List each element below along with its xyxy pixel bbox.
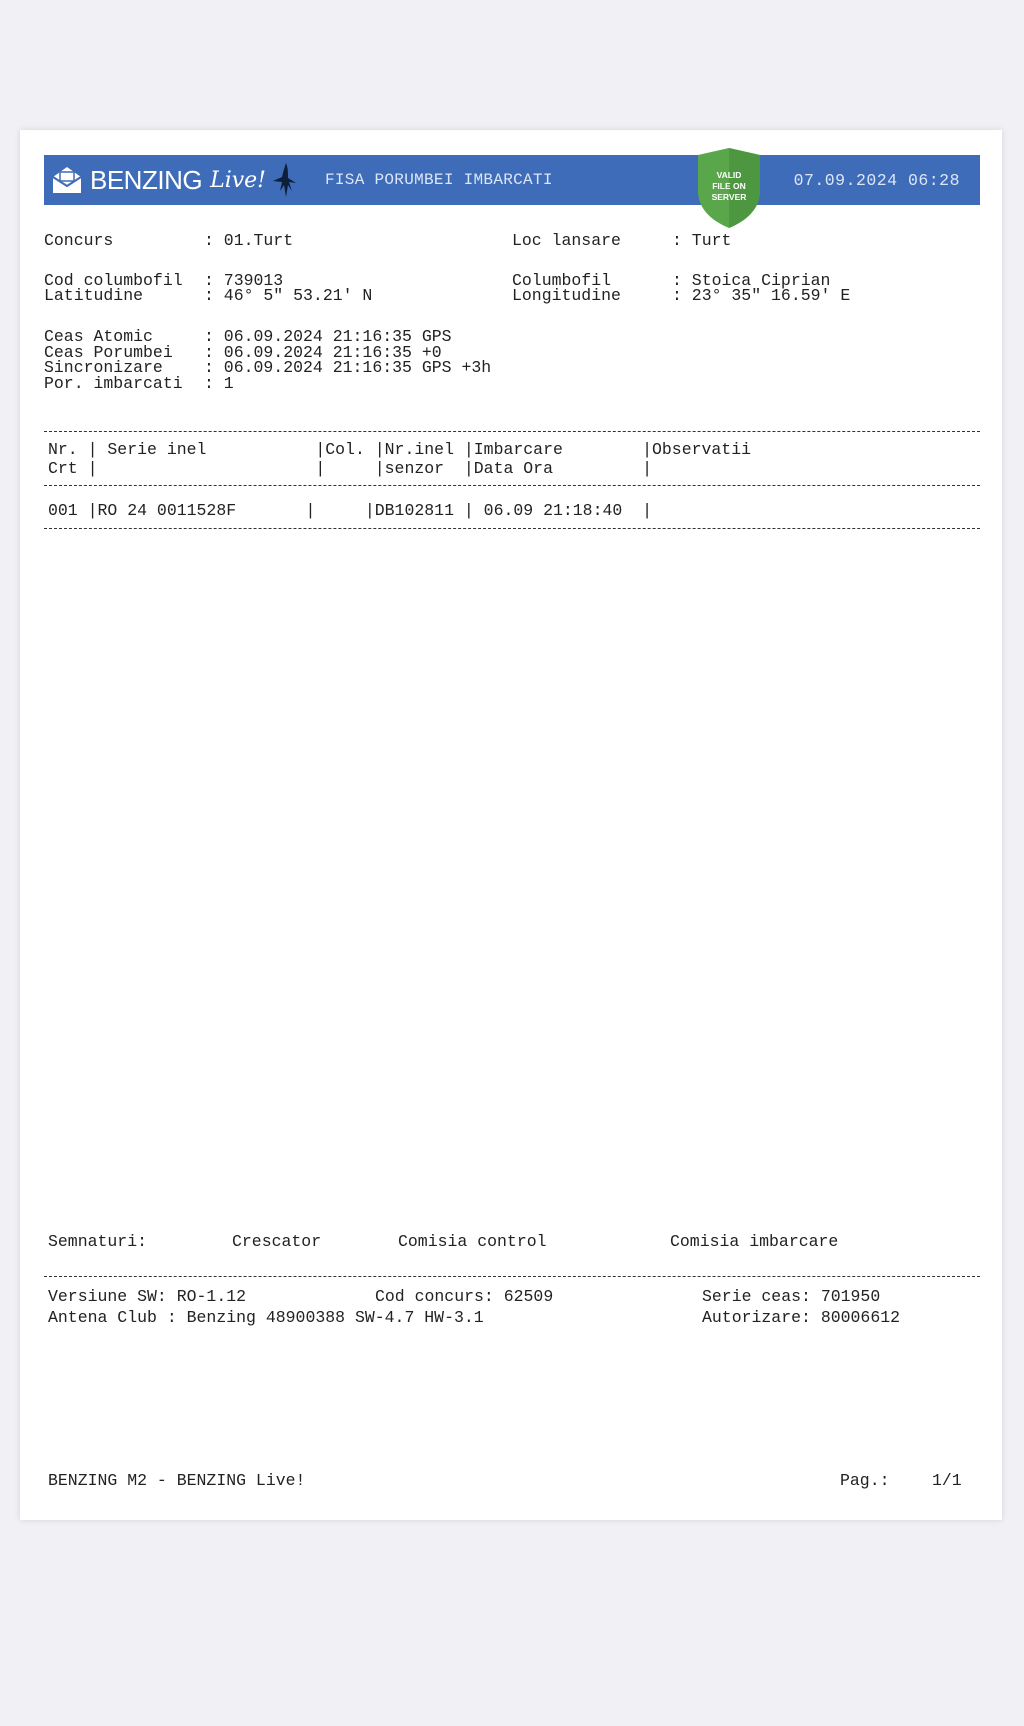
columbofil-value: : Stoica Ciprian xyxy=(672,271,831,290)
print-datetime: 07.09.2024 06:28 xyxy=(793,171,960,190)
footer-divider xyxy=(44,1276,980,1277)
cod-concurs: Cod concurs: 62509 xyxy=(375,1287,554,1306)
ceas-atomic-label: Ceas Atomic xyxy=(44,327,153,346)
envelope-logo-icon xyxy=(52,166,82,194)
header-banner xyxy=(44,155,980,205)
cod-columbofil-label: Cod columbofil xyxy=(44,271,183,290)
table-header-line-2: Crt | | |senzor |Data Ora | xyxy=(48,459,652,478)
table-row: 001 |RO 24 0011528F | |DB102811 | 06.09 21:18:40 | xyxy=(48,501,652,520)
benzing-logo xyxy=(52,163,298,197)
autorizare: Autorizare: 80006612 xyxy=(702,1308,901,1327)
por-imbarcati-label: Por. imbarcati xyxy=(44,374,183,393)
badge-line-3: SERVER xyxy=(711,192,747,202)
longitudine-value: : 23° 35" 16.59' E xyxy=(672,286,851,305)
loc-lansare-label: Loc lansare xyxy=(512,231,621,250)
signatures-label: Semnaturi: xyxy=(48,1232,148,1251)
versiune-sw: Versiune SW: RO-1.12 xyxy=(48,1287,247,1306)
page-number: 1/1 xyxy=(932,1471,962,1490)
logo-brand-text: BENZING xyxy=(90,164,203,195)
product-footer: BENZING M2 - BENZING Live! xyxy=(48,1471,306,1490)
por-imbarcati-value: : 1 xyxy=(204,374,234,393)
concurs-label: Concurs xyxy=(44,231,114,250)
shield-label xyxy=(696,170,762,203)
signature-crescator: Crescator xyxy=(232,1232,322,1251)
signature-comisia-control: Comisia control xyxy=(398,1232,547,1251)
table-header-line-1: Nr. | Serie inel |Col. |Nr.inel |Imbarcare |Observatii xyxy=(48,440,752,459)
serie-ceas: Serie ceas: 701950 xyxy=(702,1287,881,1306)
document-page xyxy=(20,130,1002,1520)
badge-line-1: VALID xyxy=(716,170,742,180)
table-bottom-divider xyxy=(44,528,980,529)
columbofil-label: Columbofil xyxy=(512,271,612,290)
latitudine-label: Latitudine xyxy=(44,286,144,305)
longitudine-label: Longitudine xyxy=(512,286,621,305)
ceas-porumbei-value: : 06.09.2024 21:16:35 +0 xyxy=(204,343,442,362)
table-top-divider xyxy=(44,431,980,432)
pigeon-icon xyxy=(270,161,298,199)
signature-comisia-imbarcare: Comisia imbarcare xyxy=(670,1232,839,1251)
sincronizare-label: Sincronizare xyxy=(44,358,163,377)
document-title: FISA PORUMBEI IMBARCATI xyxy=(325,171,553,189)
page-label: Pag.: xyxy=(840,1471,890,1490)
loc-lansare-value: : Turt xyxy=(672,231,732,250)
cod-columbofil-value: : 739013 xyxy=(204,271,284,290)
ceas-atomic-value: : 06.09.2024 21:16:35 GPS xyxy=(204,327,452,346)
sincronizare-value: : 06.09.2024 21:16:35 GPS +3h xyxy=(204,358,492,377)
ceas-porumbei-label: Ceas Porumbei xyxy=(44,343,173,362)
antena-club: Antena Club : Benzing 48900388 SW-4.7 HW-3.1 xyxy=(48,1308,484,1327)
logo-live-text: Live! xyxy=(210,167,267,193)
latitudine-value: : 46° 5" 53.21' N xyxy=(204,286,373,305)
concurs-value: : 01.Turt xyxy=(204,231,294,250)
badge-line-2: FILE ON xyxy=(712,181,746,191)
table-header-divider xyxy=(44,485,980,486)
